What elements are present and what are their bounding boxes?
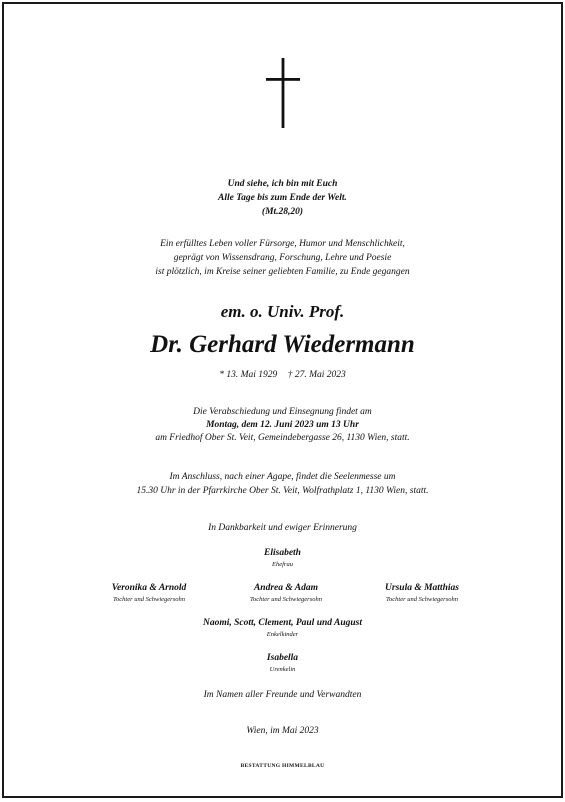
ceremony-line-1: Die Verabschiedung und Einsegnung findet am: [193, 407, 372, 417]
deceased-name: Dr. Gerhard Wiedermann: [150, 331, 415, 358]
birth-date: * 13. Mai 1929: [219, 370, 278, 380]
verse-line-2: Alle Tage bis zum Ende der Welt.: [218, 193, 347, 203]
verse-reference: (Mt.28,20): [261, 207, 304, 217]
mourner-relation: Ehefrau: [272, 561, 293, 568]
mourner-child-1: [84, 582, 214, 605]
ceremony-datetime: Montag, dem 12. Juni 2023 um 13 Uhr: [206, 420, 359, 430]
intro-line-3: ist plötzlich, im Kreise seiner geliebten Familie, zu Ende gegangen: [155, 267, 410, 277]
life-dates: [4, 368, 561, 382]
mourner-name: Elisabeth: [264, 548, 301, 558]
mourner-grandchildren: [4, 617, 561, 640]
memorial-mass-info: [4, 470, 561, 498]
intro-line-2: geprägt von Wissensdrang, Forschung, Lehre und Poesie: [173, 253, 392, 263]
ceremony-info: [4, 406, 561, 445]
mourner-spouse: [4, 547, 561, 570]
mourner-name: Naomi, Scott, Clement, Paul und August: [202, 618, 363, 628]
mourner-name: Veronika & Arnold: [111, 583, 187, 593]
mourner-relation: Tochter und Schwiegersohn: [113, 596, 185, 603]
mourner-child-3: [357, 582, 487, 605]
intro-line-1: Ein erfülltes Leben voller Fürsorge, Humor und Menschlichkeit,: [160, 239, 405, 249]
mourner-relation: Urenkelin: [269, 666, 296, 673]
mass-line-2: 15.30 Uhr in der Pfarrkirche Ober St. Veit, Wolfrathplatz 1, 1130 Wien, statt.: [136, 486, 429, 496]
mourner-name: Ursula & Matthias: [385, 583, 459, 593]
intro-text: [4, 237, 561, 279]
death-date: † 27. Mai 2023: [287, 370, 346, 380]
undertaker-name: BESTATTUNG HIMMELBLAU: [240, 763, 325, 769]
mourner-relation: Tochter und Schwiegersohn: [386, 596, 458, 603]
ceremony-location: am Friedhof Ober St. Veit, Gemeindebergasse 26, 1130 Wien, statt.: [155, 433, 410, 443]
friends-line: Im Namen aller Freunde und Verwandten: [203, 690, 362, 700]
mass-line-1: Im Anschluss, nach einer Agape, findet die Seelenmesse um: [169, 472, 396, 482]
academic-title: em. o. Univ. Prof.: [220, 302, 345, 321]
gratitude-line: In Dankbarkeit und ewiger Erinnerung: [208, 523, 357, 533]
mourner-great-grandchild: [4, 652, 561, 675]
bible-verse: [4, 177, 561, 219]
place-date: Wien, im Mai 2023: [246, 726, 319, 736]
cross-icon: [4, 58, 561, 128]
mourner-relation: Tochter und Schwiegersohn: [250, 596, 322, 603]
mourner-child-2: [221, 582, 351, 605]
verse-line-1: Und siehe, ich bin mit Euch: [227, 179, 338, 189]
obituary-notice: [2, 2, 563, 798]
mourner-relation: Enkelkinder: [266, 631, 299, 638]
mourner-name: Isabella: [266, 653, 299, 663]
mourner-name: Andrea & Adam: [253, 583, 319, 593]
